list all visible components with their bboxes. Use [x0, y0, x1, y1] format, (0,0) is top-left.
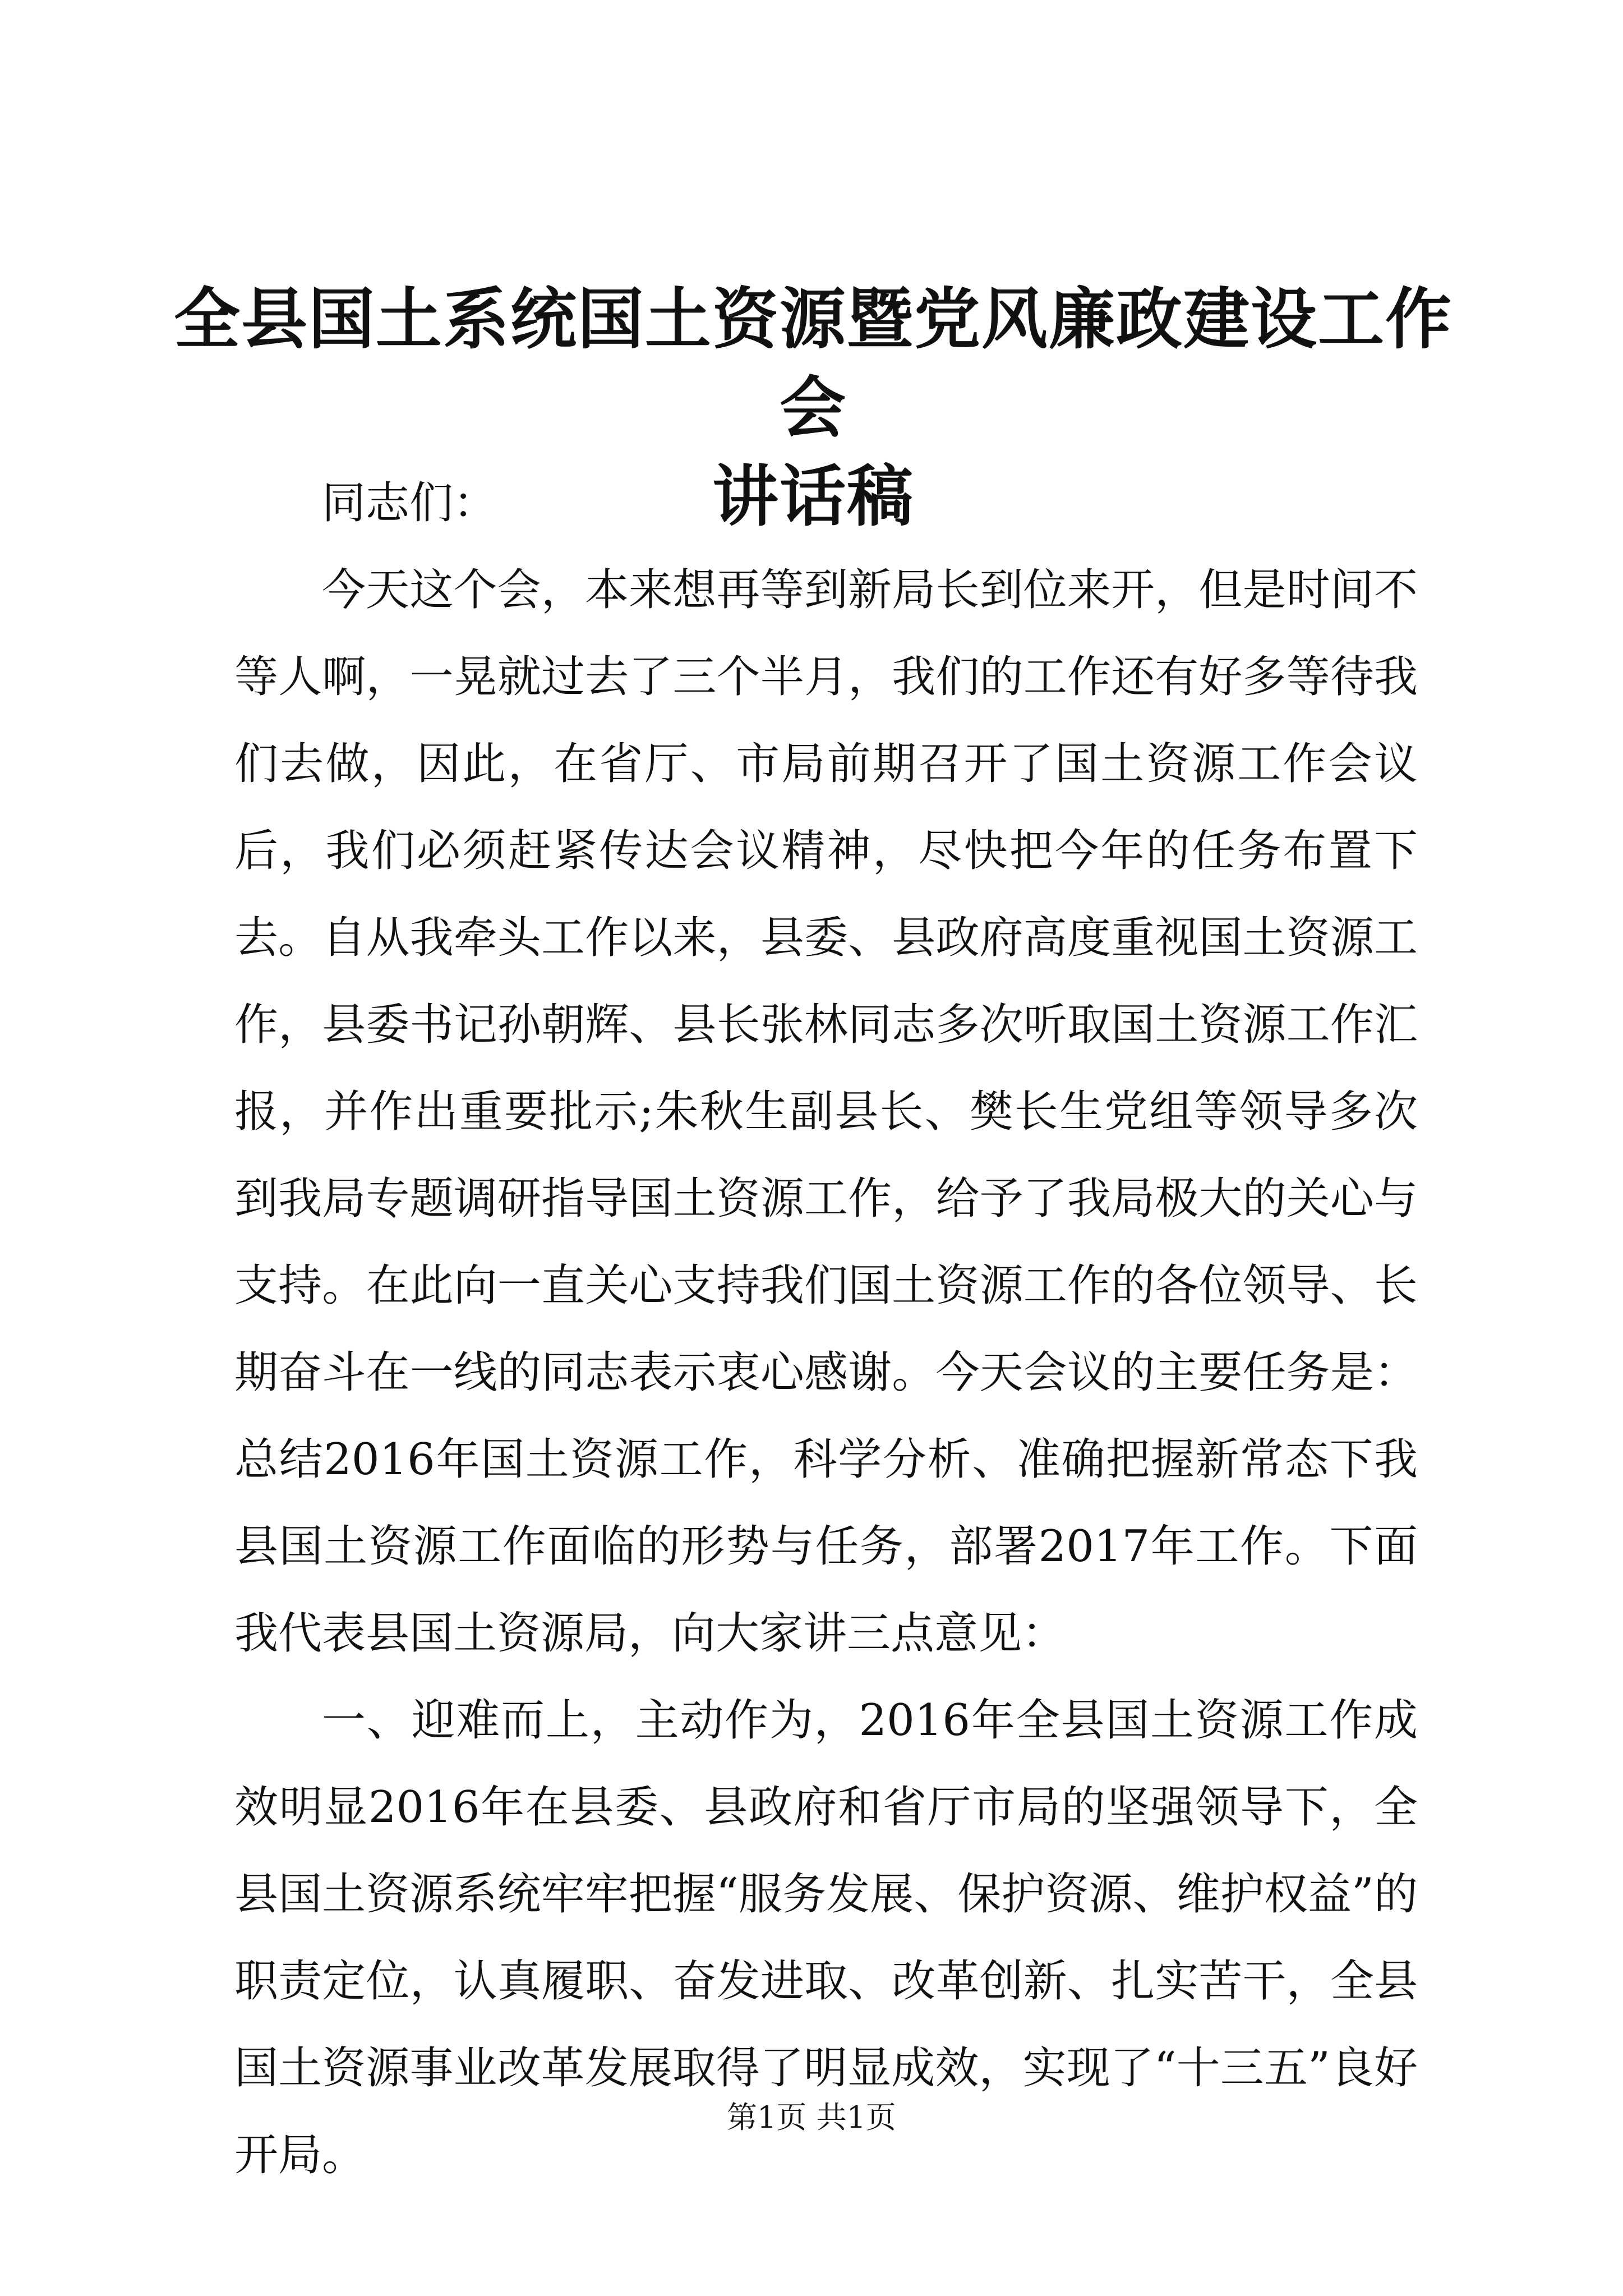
title-line-2: 讲话稿 — [712, 457, 914, 535]
paragraph-section-one: 一、迎难而上，主动作为，2016年全县国土资源工作成效明显2016年在县委、县政府和省厅市局的坚强领导下，全县国土资源系统牢牢把握“服务发展、保护资源、维护权益”的职责定位，认真履职、奋发进取、改革创新、扎实苦干，全县国土资源事业改革发展取得了明显成效，实现了“十三五”良好开局。 — [234, 1695, 1418, 2180]
document-body — [234, 460, 1418, 2199]
salutation: 同志们： — [322, 478, 497, 528]
title-line-1: 全县国土系统国土资源暨党风廉政建设工作会 — [173, 280, 1453, 447]
paragraph-intro: 今天这个会，本来想再等到新局长到位来开，但是时间不等人啊，一晃就过去了三个半月，我们的工作还有好多等待我们去做，因此，在省厅、市局前期召开了国土资源工作会议后，我们必须赶紧传达会议精神，尽快把今年的任务布置下去。自从我牵头工作以来，县委、县政府高度重视国土资源工作，县委书记孙朝辉、县长张林同志多次听取国土资源工作汇报，并作出重要批示;朱秋生副县长、樊长生党组等领导多次到我局专题调研指导国土资源工作，给予了我局极大的关心与支持。在此向一直关心支持我们国土资源工作的各位领导、长期奋斗在一线的同志表示衷心感谢。今天会议的主要任务是：总结2016年国土资源工作，科学分析、准确把握新常态下我县国土资源工作面临的形势与任务，部署2017年工作。下面我代表县国土资源局，向大家讲三点意见： — [234, 565, 1418, 1659]
page-footer: 第1页 共1页 — [727, 2100, 896, 2135]
